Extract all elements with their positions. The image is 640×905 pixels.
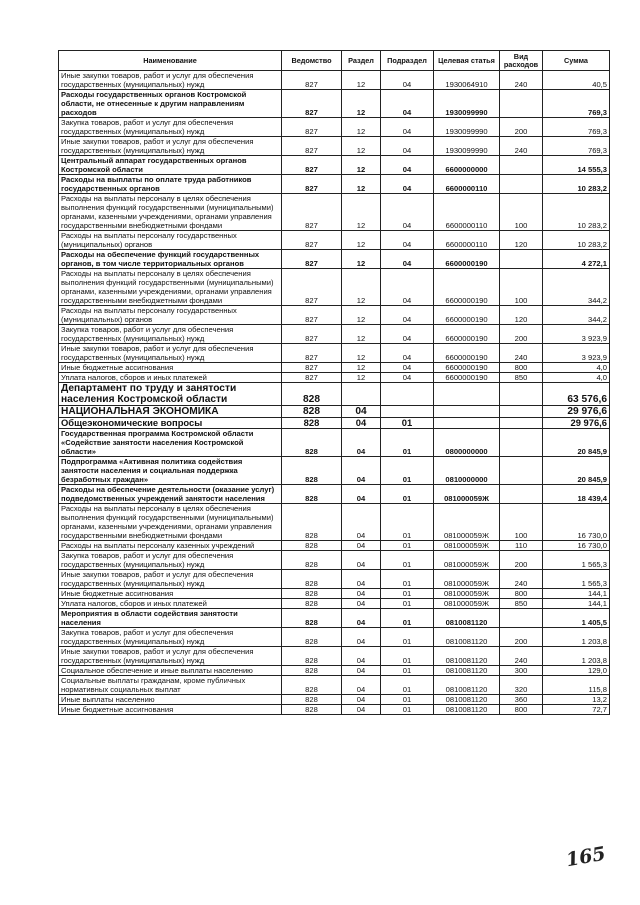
- row-department: 828: [282, 695, 342, 705]
- row-subsection: 01: [381, 676, 434, 695]
- table-row: [59, 250, 610, 269]
- row-name: Иные закупки товаров, работ и услуг для обеспечения государственных (муниципальных) нужд: [59, 71, 282, 90]
- row-target-article: 0810081120: [434, 647, 500, 666]
- table-row: [59, 541, 610, 551]
- row-amount: 144,1: [543, 589, 610, 599]
- row-expense-type: 200: [500, 118, 543, 137]
- row-expense-type: [500, 383, 543, 406]
- row-section: 04: [342, 609, 381, 628]
- row-section: 04: [342, 628, 381, 647]
- row-target-article: 6600000110: [434, 194, 500, 231]
- table-row: [59, 363, 610, 373]
- row-subsection: [381, 383, 434, 406]
- row-department: 827: [282, 250, 342, 269]
- table-row: [59, 325, 610, 344]
- row-target-article: 6600000190: [434, 306, 500, 325]
- row-name: Расходы на выплаты персоналу в целях обеспечения выполнения функций государственными (муниципальными) органами, казенными учреждениями, органами управления государственными внебюджетными фондами: [59, 194, 282, 231]
- row-amount: 18 439,4: [543, 485, 610, 504]
- row-expense-type: 240: [500, 71, 543, 90]
- row-subsection: 01: [381, 628, 434, 647]
- row-department: 828: [282, 418, 342, 429]
- row-section: 04: [342, 695, 381, 705]
- row-subsection: 01: [381, 429, 434, 457]
- row-name: Закупка товаров, работ и услуг для обеспечения государственных (муниципальных) нужд: [59, 118, 282, 137]
- handwritten-page-number: 165: [564, 842, 608, 872]
- row-name: Социальное обеспечение и иные выплаты населению: [59, 666, 282, 676]
- row-name: Государственная программа Костромской области «Содействие занятости населения Костромской области»: [59, 429, 282, 457]
- table-row: [59, 137, 610, 156]
- row-expense-type: [500, 90, 543, 118]
- row-target-article: 081000059Ж: [434, 504, 500, 541]
- row-amount: 40,5: [543, 71, 610, 90]
- row-target-article: 6600000190: [434, 325, 500, 344]
- table-row: [59, 599, 610, 609]
- row-subsection: 04: [381, 156, 434, 175]
- row-expense-type: 200: [500, 551, 543, 570]
- row-target-article: [434, 406, 500, 418]
- row-department: 827: [282, 118, 342, 137]
- table-row: [59, 344, 610, 363]
- table-row: [59, 570, 610, 589]
- row-department: 828: [282, 457, 342, 485]
- row-amount: 344,2: [543, 269, 610, 306]
- row-amount: 769,3: [543, 137, 610, 156]
- row-subsection: 01: [381, 705, 434, 715]
- row-expense-type: [500, 429, 543, 457]
- row-target-article: 0800000000: [434, 429, 500, 457]
- row-subsection: 01: [381, 504, 434, 541]
- row-name: Иные выплаты населению: [59, 695, 282, 705]
- row-target-article: 6600000190: [434, 373, 500, 383]
- row-amount: 1 203,8: [543, 647, 610, 666]
- row-name: Уплата налогов, сборов и иных платежей: [59, 373, 282, 383]
- row-amount: 769,3: [543, 118, 610, 137]
- row-name: Иные бюджетные ассигнования: [59, 705, 282, 715]
- row-department: 827: [282, 363, 342, 373]
- row-expense-type: 240: [500, 344, 543, 363]
- row-name: Социальные выплаты гражданам, кроме публичных нормативных социальных выплат: [59, 676, 282, 695]
- row-expense-type: 800: [500, 705, 543, 715]
- row-name: Расходы государственных органов Костромской области, не отнесенные к другим направлениям расходов: [59, 90, 282, 118]
- row-name: Расходы на выплаты по оплате труда работников государственных органов: [59, 175, 282, 194]
- row-department: 828: [282, 676, 342, 695]
- row-subsection: 01: [381, 457, 434, 485]
- row-name: Подпрограмма «Активная политика содействия занятости населения и социальная поддержка безработных граждан»: [59, 457, 282, 485]
- row-expense-type: 240: [500, 570, 543, 589]
- row-section: 12: [342, 306, 381, 325]
- row-section: 12: [342, 90, 381, 118]
- row-amount: 129,0: [543, 666, 610, 676]
- row-target-article: 081000059Ж: [434, 570, 500, 589]
- row-amount: 144,1: [543, 599, 610, 609]
- row-department: 827: [282, 71, 342, 90]
- row-target-article: 081000059Ж: [434, 599, 500, 609]
- row-department: 828: [282, 551, 342, 570]
- row-name: Расходы на выплаты персоналу государственных (муниципальных) органов: [59, 306, 282, 325]
- row-amount: 13,2: [543, 695, 610, 705]
- header-subsection: Подраздел: [381, 51, 434, 71]
- row-expense-type: 300: [500, 666, 543, 676]
- row-department: 828: [282, 589, 342, 599]
- row-section: 04: [342, 647, 381, 666]
- row-amount: 1 405,5: [543, 609, 610, 628]
- row-target-article: 6600000110: [434, 231, 500, 250]
- row-target-article: 0810081120: [434, 676, 500, 695]
- row-department: 828: [282, 541, 342, 551]
- row-department: 827: [282, 90, 342, 118]
- row-amount: 20 845,9: [543, 429, 610, 457]
- row-expense-type: 240: [500, 647, 543, 666]
- row-department: 828: [282, 383, 342, 406]
- row-section: 12: [342, 71, 381, 90]
- row-expense-type: 110: [500, 541, 543, 551]
- row-subsection: 01: [381, 570, 434, 589]
- row-subsection: 04: [381, 325, 434, 344]
- header-name: Наименование: [59, 51, 282, 71]
- row-subsection: 01: [381, 589, 434, 599]
- row-name: Расходы на обеспечение функций государственных органов, в том числе территориальных органов: [59, 250, 282, 269]
- row-expense-type: [500, 418, 543, 429]
- row-name: Расходы на выплаты персоналу казенных учреждений: [59, 541, 282, 551]
- row-section: 12: [342, 231, 381, 250]
- table-row: [59, 175, 610, 194]
- row-section: 04: [342, 418, 381, 429]
- row-department: 827: [282, 269, 342, 306]
- row-subsection: 04: [381, 250, 434, 269]
- row-department: 828: [282, 666, 342, 676]
- row-department: 827: [282, 231, 342, 250]
- row-target-article: 081000059Ж: [434, 541, 500, 551]
- row-name: Уплата налогов, сборов и иных платежей: [59, 599, 282, 609]
- row-section: 12: [342, 194, 381, 231]
- table-row: [59, 676, 610, 695]
- row-subsection: 04: [381, 118, 434, 137]
- row-expense-type: [500, 250, 543, 269]
- table-row: [59, 231, 610, 250]
- row-expense-type: [500, 156, 543, 175]
- row-expense-type: 200: [500, 628, 543, 647]
- row-name: Иные бюджетные ассигнования: [59, 589, 282, 599]
- row-department: 827: [282, 156, 342, 175]
- row-expense-type: 320: [500, 676, 543, 695]
- row-expense-type: 800: [500, 363, 543, 373]
- row-expense-type: 800: [500, 589, 543, 599]
- row-subsection: 04: [381, 71, 434, 90]
- row-target-article: 6600000190: [434, 344, 500, 363]
- row-section: 04: [342, 406, 381, 418]
- table-row: [59, 609, 610, 628]
- row-section: [342, 383, 381, 406]
- row-amount: 10 283,2: [543, 231, 610, 250]
- row-amount: 1 565,3: [543, 551, 610, 570]
- row-subsection: 01: [381, 418, 434, 429]
- row-target-article: 6600000190: [434, 363, 500, 373]
- row-expense-type: 850: [500, 599, 543, 609]
- row-section: 12: [342, 175, 381, 194]
- row-section: 04: [342, 705, 381, 715]
- row-target-article: 081000059Ж: [434, 589, 500, 599]
- row-target-article: 1930099990: [434, 90, 500, 118]
- row-department: 827: [282, 137, 342, 156]
- row-name: Расходы на выплаты персоналу в целях обеспечения выполнения функций государственными (муниципальными) органами, казенными учреждениями, органами управления государственными внебюджетными фондами: [59, 269, 282, 306]
- row-amount: 16 730,0: [543, 541, 610, 551]
- row-target-article: 1930099990: [434, 137, 500, 156]
- budget-table: [58, 50, 610, 715]
- row-name: Иные закупки товаров, работ и услуг для обеспечения государственных (муниципальных) нужд: [59, 137, 282, 156]
- row-department: 827: [282, 373, 342, 383]
- row-subsection: 01: [381, 609, 434, 628]
- row-target-article: 0810081120: [434, 705, 500, 715]
- table-row: [59, 551, 610, 570]
- row-target-article: [434, 383, 500, 406]
- row-department: 827: [282, 175, 342, 194]
- row-section: 12: [342, 269, 381, 306]
- row-subsection: 01: [381, 485, 434, 504]
- table-row: [59, 156, 610, 175]
- row-department: 827: [282, 344, 342, 363]
- row-expense-type: 100: [500, 194, 543, 231]
- row-name: Общеэкономические вопросы: [59, 418, 282, 429]
- row-expense-type: 240: [500, 137, 543, 156]
- row-department: 827: [282, 325, 342, 344]
- row-name: Расходы на обеспечение деятельности (оказание услуг) подведомственных учреждений занятости населения: [59, 485, 282, 504]
- row-name: Центральный аппарат государственных органов Костромской области: [59, 156, 282, 175]
- table-row: [59, 71, 610, 90]
- row-subsection: 04: [381, 306, 434, 325]
- row-amount: 10 283,2: [543, 194, 610, 231]
- table-row: [59, 666, 610, 676]
- row-amount: 1 565,3: [543, 570, 610, 589]
- row-section: 04: [342, 570, 381, 589]
- row-section: 12: [342, 373, 381, 383]
- table-row: [59, 383, 610, 406]
- row-expense-type: 200: [500, 325, 543, 344]
- table-row: [59, 589, 610, 599]
- row-amount: 29 976,6: [543, 406, 610, 418]
- row-amount: 1 203,8: [543, 628, 610, 647]
- row-amount: 344,2: [543, 306, 610, 325]
- row-amount: 10 283,2: [543, 175, 610, 194]
- row-expense-type: 100: [500, 269, 543, 306]
- row-amount: 4,0: [543, 373, 610, 383]
- row-amount: 769,3: [543, 90, 610, 118]
- row-section: 04: [342, 589, 381, 599]
- row-expense-type: 120: [500, 231, 543, 250]
- row-name: Расходы на выплаты персоналу государственных (муниципальных) органов: [59, 231, 282, 250]
- row-subsection: 01: [381, 541, 434, 551]
- row-name: Иные бюджетные ассигнования: [59, 363, 282, 373]
- row-name: Иные закупки товаров, работ и услуг для обеспечения государственных (муниципальных) нужд: [59, 344, 282, 363]
- table-row: [59, 373, 610, 383]
- row-expense-type: [500, 406, 543, 418]
- row-section: 04: [342, 541, 381, 551]
- row-subsection: 04: [381, 373, 434, 383]
- row-department: 828: [282, 570, 342, 589]
- row-department: 828: [282, 485, 342, 504]
- row-target-article: 6600000190: [434, 250, 500, 269]
- row-department: 827: [282, 194, 342, 231]
- row-department: 828: [282, 705, 342, 715]
- row-section: 04: [342, 676, 381, 695]
- row-target-article: 081000059Ж: [434, 485, 500, 504]
- row-amount: 20 845,9: [543, 457, 610, 485]
- row-department: 828: [282, 609, 342, 628]
- table-row: [59, 269, 610, 306]
- row-name: Иные закупки товаров, работ и услуг для обеспечения государственных (муниципальных) нужд: [59, 570, 282, 589]
- row-name: Расходы на выплаты персоналу в целях обеспечения выполнения функций государственными (муниципальными) органами, казенными учреждениями, органами управления государственными внебюджетными фондами: [59, 504, 282, 541]
- table-row: [59, 457, 610, 485]
- row-subsection: 04: [381, 175, 434, 194]
- header-expense-type: Вид расходов: [500, 51, 543, 71]
- table-row: [59, 90, 610, 118]
- row-target-article: 0810081120: [434, 695, 500, 705]
- row-subsection: 04: [381, 90, 434, 118]
- row-subsection: 01: [381, 599, 434, 609]
- row-name: НАЦИОНАЛЬНАЯ ЭКОНОМИКА: [59, 406, 282, 418]
- row-department: 828: [282, 647, 342, 666]
- row-section: 12: [342, 325, 381, 344]
- row-subsection: 01: [381, 666, 434, 676]
- table-row: [59, 504, 610, 541]
- table-row: [59, 647, 610, 666]
- row-amount: 14 555,3: [543, 156, 610, 175]
- row-amount: 29 976,6: [543, 418, 610, 429]
- table-row: [59, 406, 610, 418]
- table-row: [59, 429, 610, 457]
- table-body: [59, 71, 610, 715]
- row-target-article: 6600000000: [434, 156, 500, 175]
- table-row: [59, 194, 610, 231]
- table-row: [59, 306, 610, 325]
- row-subsection: 04: [381, 137, 434, 156]
- row-name: Мероприятия в области содействия занятости населения: [59, 609, 282, 628]
- row-name: Закупка товаров, работ и услуг для обеспечения государственных (муниципальных) нужд: [59, 325, 282, 344]
- row-section: 04: [342, 504, 381, 541]
- row-department: 828: [282, 504, 342, 541]
- row-name: Закупка товаров, работ и услуг для обеспечения государственных (муниципальных) нужд: [59, 551, 282, 570]
- row-expense-type: 850: [500, 373, 543, 383]
- row-expense-type: [500, 457, 543, 485]
- row-target-article: 1930064910: [434, 71, 500, 90]
- row-target-article: 1930099990: [434, 118, 500, 137]
- row-target-article: 6600000190: [434, 269, 500, 306]
- row-target-article: 0810000000: [434, 457, 500, 485]
- row-expense-type: 360: [500, 695, 543, 705]
- table-row: [59, 418, 610, 429]
- row-target-article: 0810081120: [434, 666, 500, 676]
- table-row: [59, 118, 610, 137]
- table-row: [59, 485, 610, 504]
- header-department: Ведомство: [282, 51, 342, 71]
- row-section: 04: [342, 666, 381, 676]
- row-subsection: 04: [381, 363, 434, 373]
- row-department: 828: [282, 429, 342, 457]
- row-section: 04: [342, 429, 381, 457]
- row-subsection: 04: [381, 269, 434, 306]
- row-section: 04: [342, 485, 381, 504]
- row-subsection: 01: [381, 647, 434, 666]
- row-department: 828: [282, 628, 342, 647]
- row-subsection: 01: [381, 551, 434, 570]
- row-section: 04: [342, 551, 381, 570]
- row-expense-type: [500, 609, 543, 628]
- row-expense-type: [500, 485, 543, 504]
- row-subsection: 01: [381, 695, 434, 705]
- row-amount: 4 272,1: [543, 250, 610, 269]
- table-header-row: [59, 51, 610, 71]
- row-expense-type: 100: [500, 504, 543, 541]
- row-target-article: 081000059Ж: [434, 551, 500, 570]
- header-section: Раздел: [342, 51, 381, 71]
- header-amount: Сумма: [543, 51, 610, 71]
- table-row: [59, 705, 610, 715]
- row-department: 827: [282, 306, 342, 325]
- row-section: 04: [342, 599, 381, 609]
- row-section: 12: [342, 156, 381, 175]
- row-department: 828: [282, 599, 342, 609]
- row-amount: 3 923,9: [543, 344, 610, 363]
- row-target-article: [434, 418, 500, 429]
- row-amount: 3 923,9: [543, 325, 610, 344]
- row-target-article: 0810081120: [434, 628, 500, 647]
- row-section: 12: [342, 118, 381, 137]
- header-target-article: Целевая статья: [434, 51, 500, 71]
- table-row: [59, 695, 610, 705]
- row-section: 12: [342, 137, 381, 156]
- row-amount: 72,7: [543, 705, 610, 715]
- row-subsection: 04: [381, 344, 434, 363]
- row-section: 12: [342, 344, 381, 363]
- row-target-article: 6600000110: [434, 175, 500, 194]
- table-row: [59, 628, 610, 647]
- row-amount: 16 730,0: [543, 504, 610, 541]
- row-section: 12: [342, 250, 381, 269]
- row-amount: 115,8: [543, 676, 610, 695]
- row-target-article: 0810081120: [434, 609, 500, 628]
- row-subsection: 04: [381, 231, 434, 250]
- row-expense-type: [500, 175, 543, 194]
- row-subsection: 04: [381, 194, 434, 231]
- row-name: Закупка товаров, работ и услуг для обеспечения государственных (муниципальных) нужд: [59, 628, 282, 647]
- row-section: 04: [342, 457, 381, 485]
- row-section: 12: [342, 363, 381, 373]
- row-department: 828: [282, 406, 342, 418]
- row-name: Иные закупки товаров, работ и услуг для обеспечения государственных (муниципальных) нужд: [59, 647, 282, 666]
- row-amount: 63 576,6: [543, 383, 610, 406]
- row-name: Департамент по труду и занятости населения Костромской области: [59, 383, 282, 406]
- row-expense-type: 120: [500, 306, 543, 325]
- row-amount: 4,0: [543, 363, 610, 373]
- row-subsection: [381, 406, 434, 418]
